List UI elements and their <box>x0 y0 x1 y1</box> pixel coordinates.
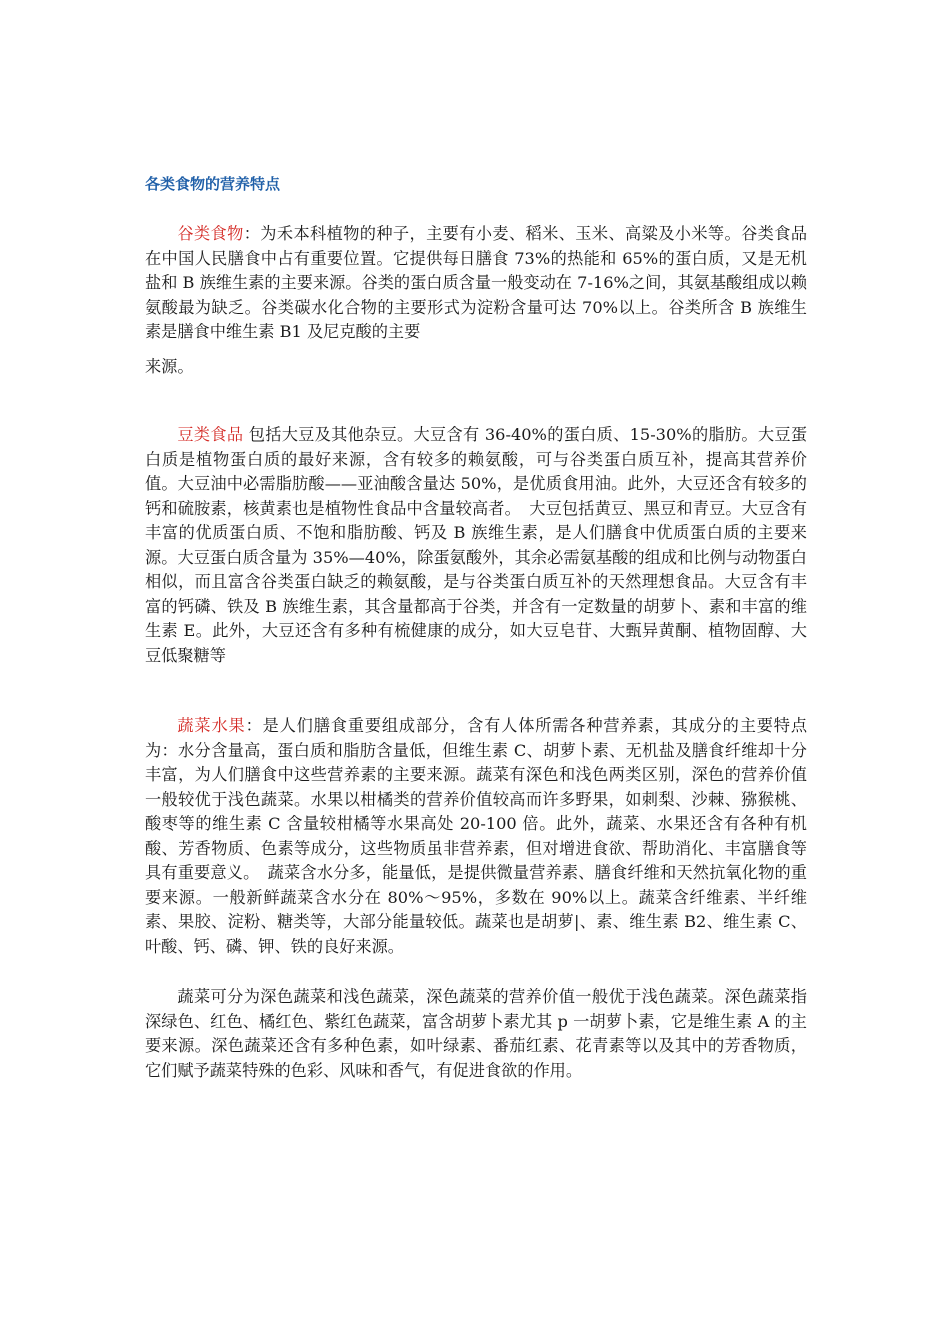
beans-text: 包括大豆及其他杂豆。大豆含有 36-40%的蛋白质、15-30%的脂肪。大豆蛋白质是植物蛋白质的最好来源，含有较多的赖氨酸，可与谷类蛋白质互补，提高其营养价值。大豆油中必需脂肪酸——亚油酸含量达 50%，是优质食用油。此外，大豆还含有较多的钙和硫胺素，核黄素也是植物性食品中含量较高者。 大豆包括黄豆、黑豆和青豆。大豆含有丰富的优质蛋白质、不饱和脂肪酸、钙及 B 族维生素，是人们膳食中优质蛋白质的主要来源。大豆蛋白质含量为 35%—40%，除蛋氨酸外，其余必需氨基酸的组成和比例与动物蛋白相似，而且富含谷类蛋白缺乏的赖氨酸，是与谷类蛋白质互补的天然理想食品。大豆含有丰富的钙磷、铁及 B 族维生素，其含量都高于谷类，并含有一定数量的胡萝卜、素和丰富的维生素 E。此外，大豆还含有多种有梳健康的成分，如大豆皂苷、大甄异黄酮、植物固醇、大豆低聚糖等 <box>145 425 808 665</box>
paragraph-vegetable-colors <box>145 985 807 1083</box>
document-title: 各类食物的营养特点 <box>145 175 281 193</box>
cereals-text-tail: 来源。 <box>145 356 194 376</box>
vegetables-fruits-heading: 蔬菜水果 <box>177 716 246 735</box>
cereals-text: ：为禾本科植物的种子，主要有小麦、稻米、玉米、高粱及小米等。谷类食品在中国人民膳食中占有重要位置。它提供每日膳食 73%的热能和 65%的蛋白质，又是无机盐和 B 族维生素的主要来源。谷类的蛋白质含量一般变动在 7-16%之间，其氨基酸组成以赖氨酸最为缺乏。谷类碳水化合物的主要形式为淀粉含量可达 70%以上。谷类所含 B 族维生素是膳食中维生素 B1 及尼克酸的主要 <box>145 224 808 341</box>
document-page <box>145 172 807 1083</box>
paragraph-beans <box>145 423 807 668</box>
beans-heading: 豆类食品 <box>177 425 244 444</box>
cereals-heading: 谷类食物 <box>177 224 244 243</box>
paragraph-vegetables-fruits <box>145 714 807 959</box>
paragraph-cereals <box>145 222 807 379</box>
vegetables-fruits-text: ：是人们膳食重要组成部分，含有人体所需各种营养素，其成分的主要特点为：水分含量高，蛋白质和脂肪含量低，但维生素 C、胡萝卜素、无机盐及膳食纤维却十分丰富，为人们膳食中这些营养素的主要来源。蔬菜有深色和浅色两类区别，深色的营养价值一般较优于浅色蔬菜。水果以柑橘类的营养价值较高而许多野果，如刺梨、沙棘、猕猴桃、酸枣等的维生素 C 含量较柑橘等水果高处 20-100 倍。此外，蔬菜、水果还含有各种有机酸、芳香物质、色素等成分，这些物质虽非营养素，但对增进食欲、帮助消化、丰富膳食等具有重要意义。 蔬菜含水分多，能量低，是提供微量营养素、膳食纤维和天然抗氧化物的重要来源。一般新鲜蔬菜含水分在 80%～95%，多数在 90%以上。蔬菜含纤维素、半纤维素、果胶、淀粉、糖类等，大部分能量较低。蔬菜也是胡萝|、素、维生素 B2、维生素 C、叶酸、钙、磷、钾、铁的良好来源。 <box>145 716 808 956</box>
vegetable-colors-text: 蔬菜可分为深色蔬菜和浅色蔬菜，深色蔬菜的营养价值一般优于浅色蔬菜。深色蔬菜指深绿色、红色、橘红色、紫红色蔬菜，富含胡萝卜素尤其 p 一胡萝卜素，它是维生素 A 的主要来源。深色蔬菜还含有多种色素，如叶绿素、番茄红素、花青素等以及其中的芳香物质，它们赋予蔬菜特殊的色彩、风味和香气，有促进食欲的作用。 <box>145 987 807 1080</box>
